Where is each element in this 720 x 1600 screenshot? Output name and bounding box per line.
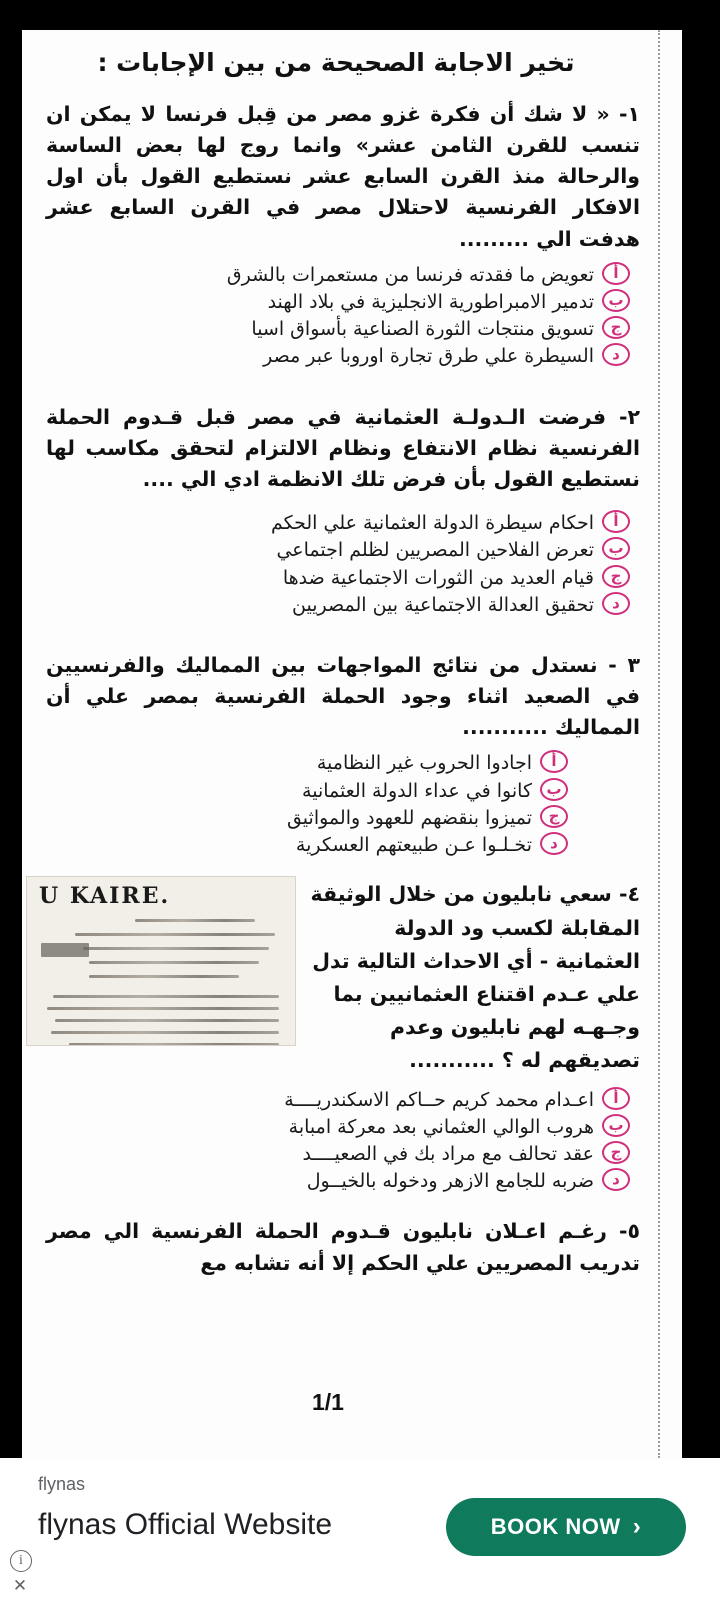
document-body [22, 30, 682, 1279]
choice-2-a[interactable] [46, 509, 632, 536]
question-5-text: ٥- رغـم اعـلان نابليون قـدوم الحملة الفرنسية الي مصر تدريب المصريين علي الحكم إلا أنه تشابه مع [46, 1219, 640, 1275]
choice-4-a[interactable] [46, 1086, 632, 1113]
choice-2-c[interactable] [46, 564, 632, 591]
question-3-choices [46, 749, 570, 858]
document-page [22, 30, 682, 1458]
question-2 [46, 402, 640, 618]
choice-marker-icon: أ [602, 261, 632, 287]
choice-label: اعـدام محمد كريم حــاكم الاسكندريــــة [284, 1088, 594, 1111]
document-image-caption: U KAIRE. [39, 883, 171, 910]
ad-headline[interactable]: flynas Official Website [38, 1508, 333, 1541]
choice-3-a[interactable] [46, 749, 570, 776]
choice-4-b[interactable] [46, 1113, 632, 1140]
choice-label: ضربه للجامع الازهر ودخوله بالخيــول [306, 1170, 594, 1193]
choice-marker-icon: ج [602, 315, 632, 341]
question-1 [46, 99, 640, 370]
choice-label: تعويض ما فقدته فرنسا من مستعمرات بالشرق [226, 263, 594, 286]
choice-1-c[interactable] [46, 315, 632, 342]
question-2-text: ٢- فرضت الـدولـة العثمانية في مصر قبل قـدوم الحملة الفرنسية نظام الانتفاع ونظام الالتزام لتحقق مكاسب لها نستطيع القول بأن فرض تلك الانظمة ادي الي .... [46, 404, 640, 491]
page-title: تخير الاجابة الصحيحة من بين الإجابات : [97, 48, 575, 77]
choice-marker-icon: أ [540, 749, 570, 775]
question-2-choices [46, 509, 632, 618]
choice-marker-icon: د [540, 831, 570, 857]
choice-2-b[interactable] [46, 536, 632, 563]
choice-label: تميزوا بنقضهم للعهود والمواثيق [286, 806, 532, 829]
choice-marker-icon: ب [602, 1113, 632, 1139]
document-image-handwriting [27, 913, 295, 1041]
question-4-text: ٤- سعي نابليون من خلال الوثيقة المقابلة لكسب ود الدولة العثمانية - أي الاحداث التالية تدل علي عـدم اقتناع العثمانيين بما وجـهـه لهم نابليون وعدم تصديقهم له ؟ ........... [310, 882, 640, 1073]
choice-3-d[interactable] [46, 831, 570, 858]
ad-cta-label: BOOK NOW [490, 1514, 621, 1539]
choice-label: قيام العديد من الثورات الاجتماعية ضدها [282, 566, 594, 589]
chevron-right-icon: › [632, 1513, 642, 1540]
ad-advertiser-name: flynas [38, 1474, 86, 1494]
question-3 [46, 650, 640, 858]
question-1-choices [46, 261, 632, 370]
choice-label: تخـلـوا عـن طبيعتهم العسكرية [295, 834, 532, 857]
choice-label: تعرض الفلاحين المصريين لظلم اجتماعي [276, 539, 594, 562]
choice-3-b[interactable] [46, 777, 570, 804]
choice-label: تسويق منتجات الثورة الصناعية بأسواق اسيا [251, 318, 594, 341]
choice-marker-icon: ج [540, 804, 570, 830]
choice-label: تدمير الامبراطورية الانجليزية في بلاد الهند [267, 291, 594, 313]
choice-marker-icon: ب [602, 536, 632, 562]
question-4-choices [46, 1086, 632, 1195]
choice-marker-icon: د [602, 342, 632, 368]
choice-marker-icon: ج [602, 564, 632, 590]
choice-label: عقد تحالف مع مراد بك في الصعيــــد [302, 1143, 594, 1165]
choice-marker-icon: ب [540, 777, 570, 803]
choice-marker-icon: ج [602, 1140, 632, 1166]
choice-label: احكام سيطرة الدولة العثمانية علي الحكم [270, 512, 594, 535]
question-4 [39, 872, 640, 1194]
question-1-text: ١- « لا شك أن فكرة غزو مصر من قِبل فرنسا لا يمكن ان تنسب للقرن الثامن عشر» وانما روج لها بعض الساسة والرحالة منذ القرن السابع عشر نستطيع القول بأن اول الافكار الفرنسية لاحتلال مصر في القرن السابع عشر هدفت الي ......... [46, 102, 640, 251]
choice-1-d[interactable] [46, 342, 632, 369]
choice-1-a[interactable] [46, 261, 632, 288]
choice-label: اجادوا الحروب غير النظامية [316, 752, 532, 775]
question-3-text: ٣ - نستدل من نتائج المواجهات بين المماليك والفرنسيين في الصعيد اثناء وجود الحملة الفرنسية بمصر علي أن المماليك ........... [46, 653, 640, 740]
choice-4-d[interactable] [46, 1167, 632, 1194]
close-icon[interactable]: ✕ [12, 1576, 28, 1595]
choice-4-c[interactable] [46, 1140, 632, 1167]
choice-3-c[interactable] [46, 804, 570, 831]
ad-cta-button[interactable] [446, 1498, 686, 1556]
choice-2-d[interactable] [46, 591, 632, 618]
historical-document-image [26, 876, 296, 1046]
choice-marker-icon: ب [602, 288, 632, 314]
page-number-marker: 1/1 [312, 1389, 344, 1415]
choice-label: هروب الوالي العثماني بعد معركة امبابة [288, 1115, 594, 1138]
choice-label: كانوا في عداء الدولة العثمانية [302, 779, 532, 802]
choice-label: تحقيق العدالة الاجتماعية بين المصريين [292, 593, 594, 616]
advertisement-banner[interactable] [0, 1458, 720, 1600]
choice-marker-icon: أ [602, 509, 632, 535]
choice-marker-icon: د [602, 591, 632, 617]
choice-1-b[interactable] [46, 288, 632, 315]
choice-marker-icon: أ [602, 1086, 632, 1112]
ad-info-icon[interactable]: i [10, 1550, 32, 1572]
choice-marker-icon: د [602, 1167, 632, 1193]
choice-label: السيطرة علي طرق تجارة اوروبا عبر مصر [263, 345, 594, 368]
question-5 [46, 1216, 640, 1278]
